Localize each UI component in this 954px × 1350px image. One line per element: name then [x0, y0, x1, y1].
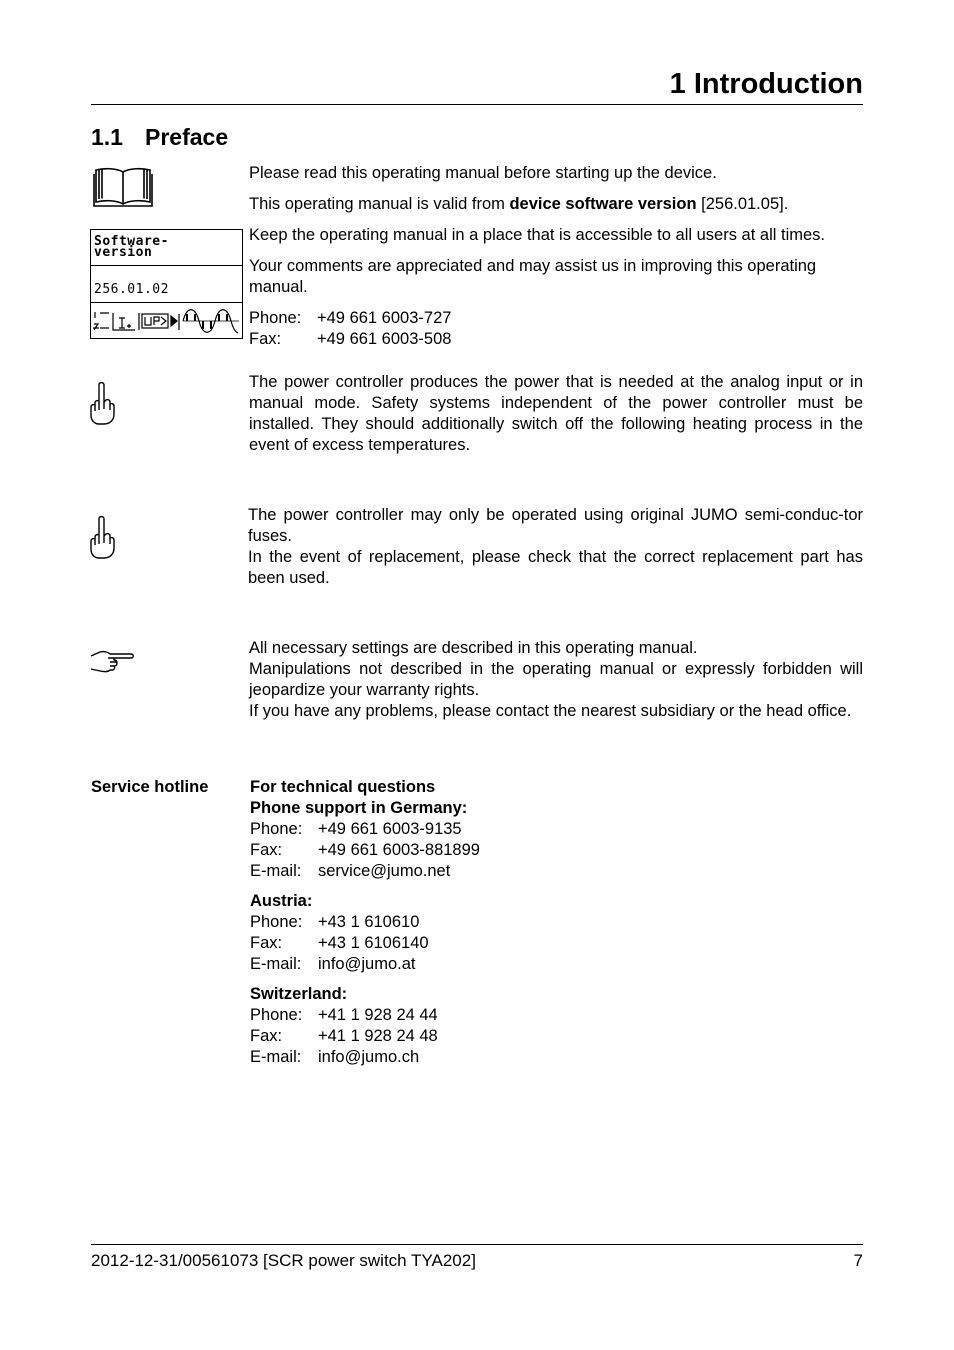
service-hotline-label: Service hotline [91, 778, 209, 796]
hotline-heading: For technical questions [250, 778, 436, 796]
hotline-value: +43 1 610610 [318, 913, 420, 931]
contact-label: Phone: [249, 309, 302, 327]
hotline-email[interactable]: service@jumo.net [318, 862, 451, 880]
hotline-email[interactable]: info@jumo.at [318, 955, 416, 973]
hotline-heading: Phone support in Germany: [250, 799, 468, 817]
hotline-value: +41 1 928 24 48 [318, 1027, 438, 1045]
warning-text: In the event of replacement, please check that the correct replacement part has been used. [248, 548, 863, 587]
intro-contacts [249, 308, 863, 350]
hotline-row [250, 861, 750, 882]
intro-bold-text: device software version [509, 195, 697, 213]
hotline-heading: Austria: [250, 892, 313, 910]
contact-label: Fax: [249, 330, 282, 348]
intro-paragraph: Your comments are appreciated and may assist us in improving this operating manual. [249, 257, 817, 296]
hotline-row [250, 912, 750, 933]
warning-text: The power controller may only be operated using original JUMO semi-conduc-tor fuses. [248, 506, 863, 545]
lcd-value: 256.01.02 [94, 282, 169, 297]
hotline-label: E-mail: [250, 955, 302, 973]
note-text: All necessary settings are described in this operating manual. [249, 639, 698, 657]
section-title-text: Preface [145, 124, 229, 150]
note-block [249, 638, 863, 722]
footer-rule [91, 1244, 863, 1245]
page-number: 7 [853, 1251, 863, 1270]
hotline-value: +43 1 6106140 [318, 934, 429, 952]
hotline-value: +49 661 6003-9135 [318, 820, 462, 838]
intro-paragraph: Keep the operating manual in a place that is accessible to all users at all times. [249, 226, 825, 244]
warning-block [249, 372, 863, 456]
lcd-divider [91, 302, 242, 303]
hotline-heading: Switzerland: [250, 985, 348, 1003]
contact-value: +49 661 6003-508 [317, 330, 452, 348]
hotline-label: E-mail: [250, 862, 302, 880]
hotline-germany [250, 777, 750, 882]
intro-text: This operating manual is valid from [249, 195, 510, 213]
hotline-row [250, 1005, 750, 1026]
lcd-divider [91, 265, 242, 266]
hotline-label: E-mail: [250, 1048, 302, 1066]
intro-block [249, 163, 863, 350]
hotline-label: Phone: [250, 820, 303, 838]
intro-paragraph: Please read this operating manual before starting up the device. [249, 164, 717, 182]
lcd-line2: version [94, 245, 153, 260]
hotline-austria [250, 891, 750, 975]
header-rule [91, 104, 863, 105]
pointing-hand-icon [88, 648, 136, 674]
warning-block [248, 505, 863, 589]
hotline-row [250, 840, 750, 861]
section-number: 1.1 [91, 124, 123, 150]
lcd-status-icons [91, 304, 242, 337]
chapter-title: 1 Introduction [669, 68, 863, 100]
hotline-label: Fax: [250, 934, 283, 952]
hotline-row [250, 933, 750, 954]
hotline-label: Fax: [250, 841, 283, 859]
hotline-value: +41 1 928 24 44 [318, 1006, 438, 1024]
contact-value: +49 661 6003-727 [317, 309, 452, 327]
hotline-label: Phone: [250, 1006, 303, 1024]
hotline-label: Fax: [250, 1027, 283, 1045]
intro-text: [256.01.05]. [696, 195, 789, 213]
contact-row [249, 308, 863, 329]
section-title [91, 122, 228, 152]
book-icon [92, 166, 154, 208]
hotline-row [250, 1047, 750, 1068]
note-text: Manipulations not described in the operating manual or expressly forbidden will jeopardize your warranty rights. [249, 660, 863, 699]
hotline-email[interactable]: info@jumo.ch [318, 1048, 420, 1066]
hotline-switzerland [250, 984, 750, 1068]
hotline-row [250, 819, 750, 840]
lcd-display [90, 229, 243, 339]
warning-text: The power controller produces the power that is needed at the analog input or in manual mode. Safety systems independent of the power controller must be installed. They should additionally switch off the following heating process in the event of excess temperatures. [249, 373, 863, 454]
hotline-row [250, 954, 750, 975]
hotline-row [250, 1026, 750, 1047]
footer-doc-ref: 2012-12-31/00561073 [SCR power switch TYA202] [91, 1251, 476, 1270]
hand-warning-icon [88, 514, 116, 560]
hand-warning-icon [88, 380, 116, 426]
lcd-line1: Software- [94, 234, 169, 249]
contact-row [249, 329, 863, 350]
note-text: If you have any problems, please contact the nearest subsidiary or the head office. [249, 702, 852, 720]
hotline-value: +49 661 6003-881899 [318, 841, 480, 859]
hotline-label: Phone: [250, 913, 303, 931]
intro-paragraph [249, 194, 863, 215]
